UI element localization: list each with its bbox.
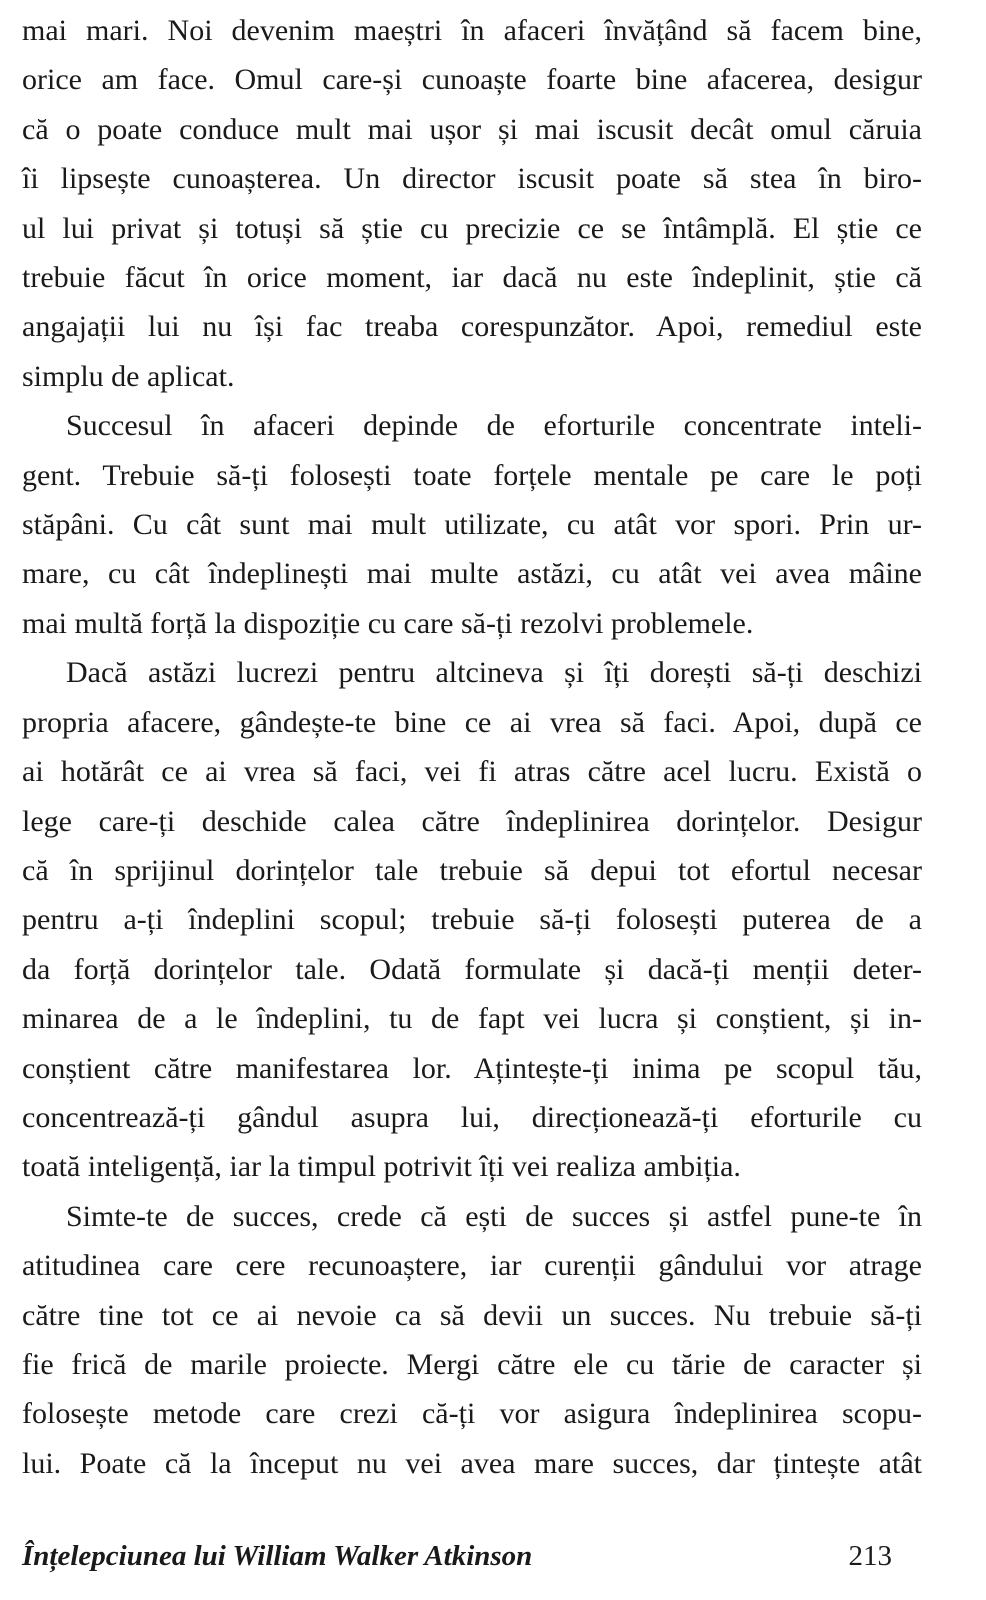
text-line: orice am face. Omul care-și cunoaște foarte bine afacerea, desigur	[22, 63, 922, 97]
page-footer	[22, 1540, 922, 1584]
text-line: gent. Trebuie să-ți folosești toate forțele mentale pe care le poți	[22, 458, 922, 492]
text-line: concentrează-ți gândul asupra lui, direcționează-ți eforturile cu	[22, 1100, 922, 1134]
text-line: îi lipsește cunoașterea. Un director iscusit poate să stea în biro-	[22, 162, 922, 196]
text-line: atitudinea care cere recunoaștere, iar curenții gândului vor atrage	[22, 1249, 922, 1283]
text-line: simplu de aplicat.	[22, 359, 235, 393]
text-line: către tine tot ce ai nevoie ca să devii un succes. Nu trebuie să-ți	[22, 1298, 922, 1332]
text-line: da forță dorințelor tale. Odată formulate și dacă-ți menții deter-	[22, 952, 922, 986]
text-line: lui. Poate că la început nu vei avea mare succes, dar țintește atât	[22, 1446, 922, 1480]
text-line: angajații lui nu își fac treaba corespunzător. Apoi, remediul este	[22, 310, 922, 344]
text-line: conștient către manifestarea lor. Ațintește-ți inima pe scopul tău,	[22, 1051, 922, 1085]
paragraph	[22, 1192, 922, 1488]
text-line: ai hotărât ce ai vrea să faci, vei fi atras către acel lucru. Există o	[22, 755, 922, 789]
text-line: folosește metode care crezi că-ți vor asigura îndeplinirea scopu-	[22, 1397, 922, 1431]
page-number: 213	[848, 1540, 892, 1572]
text-line: minarea de a le îndeplini, tu de fapt vei lucra și conștient, și in-	[22, 1002, 922, 1036]
text-line: mare, cu cât îndeplinești mai multe astăzi, cu atât vei avea mâine	[22, 557, 922, 591]
paragraph	[22, 6, 922, 401]
page-body	[22, 6, 922, 1488]
text-line: ul lui privat și totuși să știe cu precizie ce se întâmplă. El știe ce	[22, 211, 922, 245]
paragraph	[22, 401, 922, 648]
text-line: stăpâni. Cu cât sunt mai mult utilizate, cu atât vor spori. Prin ur-	[22, 508, 922, 542]
text-line: toată inteligență, iar la timpul potrivit îți vei realiza ambiția.	[22, 1150, 741, 1184]
text-line: trebuie făcut în orice moment, iar dacă nu este îndeplinit, știe că	[22, 261, 922, 295]
book-title: Înțelepciunea lui William Walker Atkinson	[22, 1540, 533, 1572]
text-line: că o poate conduce mult mai ușor și mai iscusit decât omul căruia	[22, 112, 922, 146]
text-line: că în sprijinul dorințelor tale trebuie să depui tot efortul necesar	[22, 853, 922, 887]
text-line: lege care-ți deschide calea către îndeplinirea dorințelor. Desigur	[22, 804, 922, 838]
text-line: Simte-te de succes, crede că ești de succes și astfel pune-te în	[66, 1199, 922, 1233]
text-line: mai mari. Noi devenim maeștri în afaceri învățând să facem bine,	[22, 14, 922, 47]
text-line: Dacă astăzi lucrezi pentru altcineva și îți dorești să-ți deschizi	[66, 656, 922, 690]
text-line: mai multă forță la dispoziție cu care să-ți rezolvi problemele.	[22, 606, 754, 640]
text-line: Succesul în afaceri depinde de eforturile concentrate inteli-	[66, 409, 922, 443]
text-line: pentru a-ți îndeplini scopul; trebuie să-ți folosești puterea de a	[22, 903, 922, 937]
paragraph	[22, 648, 922, 1191]
text-line: fie frică de marile proiecte. Mergi către ele cu tărie de caracter și	[22, 1347, 922, 1381]
text-line: propria afacere, gândește-te bine ce ai vrea să faci. Apoi, după ce	[22, 705, 922, 739]
